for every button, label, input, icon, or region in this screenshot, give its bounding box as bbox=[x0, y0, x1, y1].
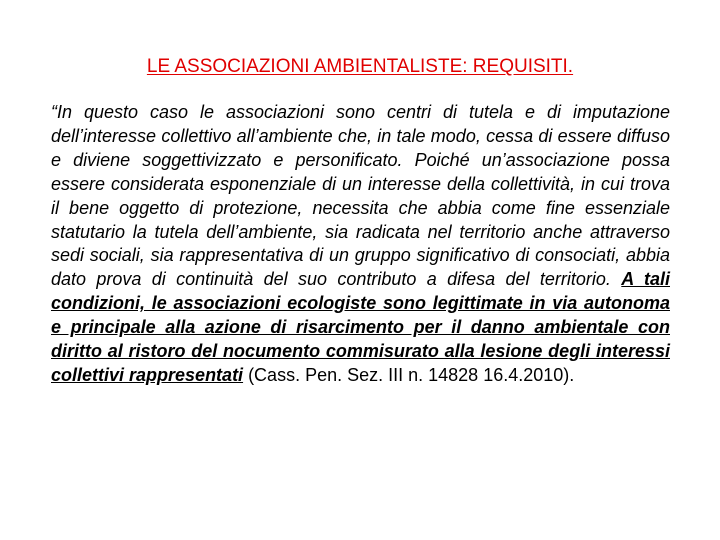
quote-text: “In questo caso le associazioni sono centri di tutela e di imputazione dell’interesse collettivo all’ambiente che, in tale modo, cessa di essere diffuso e diviene soggettivizzato e personificato. Poiché un’associazione possa essere considerata esponenziale di un interesse della collettività, in cui trova il bene oggetto di protezione, necessita che abbia come fine essenziale statutario la tutela dell’ambiente, sia radicata nel territorio anche attraverso sedi sociali, sia rappresentativa di un gruppo significativo di consociati, abbia dato prova di continuità del suo contributo a difesa del territorio. bbox=[51, 102, 670, 290]
citation-text: (Cass. Pen. Sez. III n. 14828 16.4.2010). bbox=[243, 364, 575, 385]
emphasis-text: A tali condizioni, le associazioni ecologiste sono legittimate in via autonoma e principale alla azione di risarcimento per il danno ambientale con diritto al ristoro del nocumento commisurato alla lesione degli interessi collettivi rappresentati bbox=[51, 269, 670, 385]
slide-body bbox=[51, 101, 670, 388]
slide-title: LE ASSOCIAZIONI AMBIENTALISTE: REQUISITI. bbox=[146, 56, 574, 77]
